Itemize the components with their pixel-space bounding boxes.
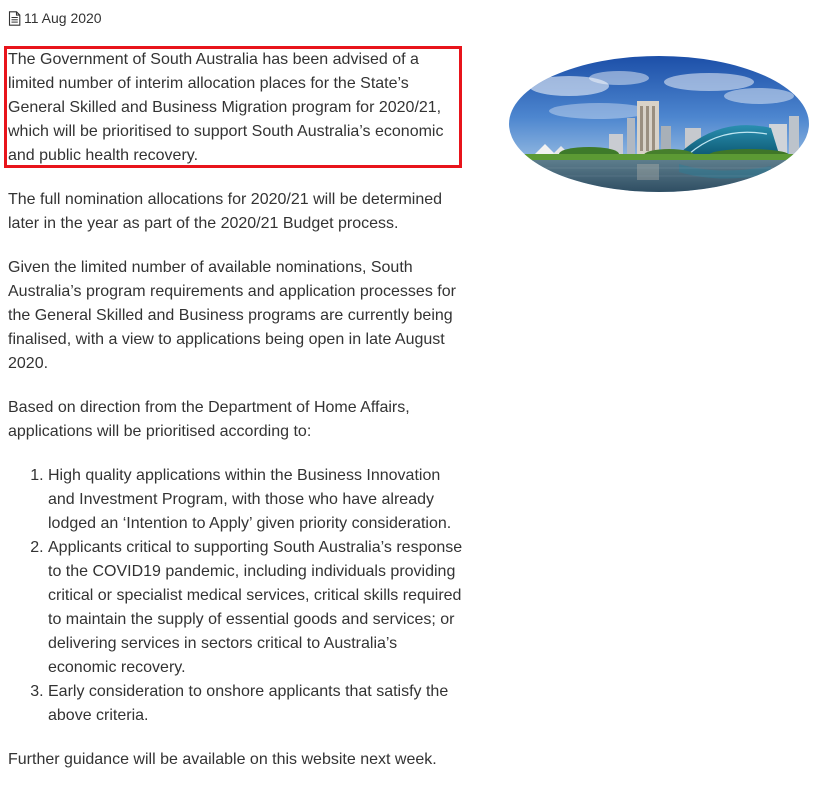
requirements-paragraph: Given the limited number of available nominations, South Australia’s program requirements and application processes for the General Skilled and Business programs are currently being finalised, with a view to applications being open in late August 2020. bbox=[8, 259, 456, 372]
document-icon bbox=[8, 11, 21, 26]
adelaide-skyline-image bbox=[509, 56, 809, 192]
intro-paragraph: The Government of South Australia has been advised of a limited number of interim allocation places for the State’s General Skilled and Business Migration program for 2020/21, which will be prioritised to support South Australia’s economic and public health recovery. bbox=[8, 51, 444, 164]
list-item: 1. High quality applications within the Business Innovation and Investment Program, with those who have already lodged an ‘Intention to Apply’ given priority consideration. bbox=[48, 464, 468, 536]
date-text: 11 Aug 2020 bbox=[24, 10, 102, 26]
direction-paragraph: Based on direction from the Department of Home Affairs, applications will be prioritised according to: bbox=[8, 399, 410, 440]
list-item: 3. Early consideration to onshore applicants that satisfy the above criteria. bbox=[48, 680, 468, 728]
post-date bbox=[8, 9, 102, 27]
priority-list bbox=[8, 464, 468, 728]
closing-paragraph: Further guidance will be available on this website next week. bbox=[8, 751, 437, 768]
list-item: 2. Applicants critical to supporting South Australia’s response to the COVID19 pandemic, including individuals providing critical or specialist medical services, critical skills required to maintain the supply of essential goods and services; or delivering services in sectors critical to Australia’s economic recovery. bbox=[48, 536, 468, 680]
allocation-paragraph: The full nomination allocations for 2020/21 will be determined later in the year as part of the 2020/21 Budget process. bbox=[8, 191, 443, 232]
article-body bbox=[8, 48, 468, 792]
